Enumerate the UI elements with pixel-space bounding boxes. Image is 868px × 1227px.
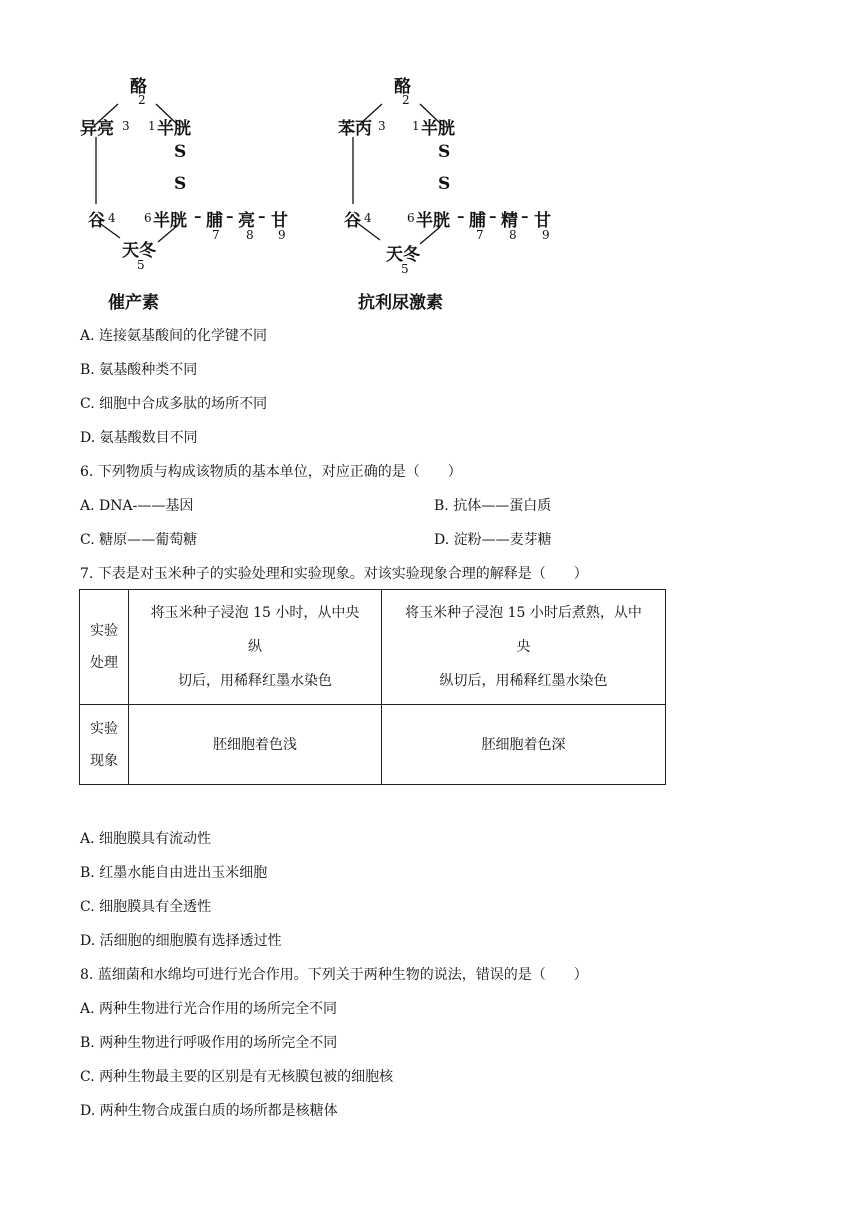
left-top-num: 2: [138, 93, 146, 107]
left-upper-right-num: 1: [148, 119, 156, 133]
left-bottom-num: 5: [137, 258, 145, 272]
bond-dash: –: [521, 207, 529, 225]
right-bottom-num: 5: [401, 262, 409, 276]
left-tail-num-9: 9: [278, 228, 286, 242]
table-cell-text: 切后，用稀释红墨水染色: [178, 673, 332, 689]
left-tail-residue-9: 甘: [271, 211, 288, 231]
right-tail-residue-9: 甘: [534, 211, 551, 231]
right-bottom-residue: 天冬: [386, 245, 420, 265]
left-lower-left-residue: 谷: [88, 211, 105, 231]
table-cell-boiled-result: 胚细胞着色深: [382, 705, 666, 785]
bond-dash: –: [457, 207, 465, 225]
table-cell-text: 将玉米种子浸泡 15 小时，从中央: [150, 605, 360, 621]
left-lower-left-num: 4: [108, 211, 116, 225]
q6-option-c: C. 糖原——葡萄糖: [80, 532, 198, 548]
q7-option-d: D. 活细胞的细胞膜有选择透过性: [80, 933, 282, 949]
q8-stem: 8. 蓝细菌和水绵均可进行光合作用。下列关于两种生物的说法，错误的是（ ）: [80, 967, 588, 983]
right-lower-right-num: 6: [407, 211, 415, 225]
q7-stem: 7. 下表是对玉米种子的实验处理和实验现象。对该实验现象合理的解释是（ ）: [80, 566, 588, 582]
right-lower-left-num: 4: [364, 211, 372, 225]
left-upper-left-residue: 异亮: [80, 119, 114, 139]
right-lower-right-residue: 半胱: [416, 211, 450, 231]
left-peptide-name: 催产素: [108, 293, 159, 313]
q5-option-d: D. 氨基酸数目不同: [80, 430, 198, 446]
right-disulfide-s1: S: [438, 142, 451, 162]
q6-stem: 6. 下列物质与构成该物质的基本单位，对应正确的是（ ）: [80, 464, 462, 480]
right-tail-residue-7: 脯: [469, 211, 486, 231]
left-tail-num-7: 7: [212, 228, 220, 242]
table-cell-text: 实验: [90, 720, 118, 737]
left-tail-residue-7: 脯: [206, 211, 223, 231]
q7-option-b: B. 红墨水能自由进出玉米细胞: [80, 865, 268, 881]
table-cell-text: 实验: [90, 623, 118, 639]
q5-option-b: B. 氨基酸种类不同: [80, 362, 198, 378]
left-upper-right-residue: 半胱: [157, 119, 191, 139]
right-top-residue: 酪: [394, 77, 411, 97]
right-tail-num-7: 7: [476, 228, 484, 242]
table-cell-text: 现象: [90, 752, 118, 769]
right-tail-residue-8: 精: [501, 211, 518, 231]
peptide-structure-figure: [60, 62, 600, 322]
left-lower-right-residue: 半胱: [153, 211, 187, 231]
q6-option-a: A. DNA-——基因: [80, 498, 194, 514]
left-lower-right-num: 6: [144, 211, 152, 225]
right-lower-left-residue: 谷: [344, 211, 361, 231]
left-tail-num-8: 8: [246, 228, 254, 242]
right-tail-num-9: 9: [542, 228, 550, 242]
left-disulfide-s2: S: [174, 174, 187, 194]
right-tail-num-8: 8: [509, 228, 517, 242]
bond-dash: –: [226, 207, 234, 225]
q8-option-b: B. 两种生物进行呼吸作用的场所完全不同: [80, 1035, 338, 1051]
table-cell-text: 纵切后，用稀释红墨水染色: [439, 673, 608, 689]
right-upper-right-residue: 半胱: [421, 119, 455, 139]
q8-option-c: C. 两种生物最主要的区别是有无核膜包被的细胞核: [80, 1069, 394, 1085]
table-head-treatment: [80, 590, 129, 705]
bond-dash: –: [258, 207, 266, 225]
table-cell-text: 处理: [90, 655, 118, 671]
left-upper-left-num: 3: [122, 119, 130, 133]
right-upper-left-residue: 苯丙: [338, 119, 372, 139]
left-disulfide-s1: S: [174, 142, 187, 162]
right-top-num: 2: [402, 93, 410, 107]
table-cell-text: 将玉米种子浸泡 15 小时后煮熟，从中: [405, 605, 642, 621]
q7-option-a: A. 细胞膜具有流动性: [80, 831, 212, 847]
table-cell-text: 央: [516, 639, 531, 655]
left-tail-residue-8: 亮: [238, 211, 255, 231]
left-top-residue: 酪: [130, 77, 147, 97]
q5-option-c: C. 细胞中合成多肽的场所不同: [80, 396, 268, 412]
q6-option-b: B. 抗体——蛋白质: [434, 498, 552, 514]
table-cell-boiled-treatment: [382, 590, 666, 705]
q8-option-a: A. 两种生物进行光合作用的场所完全不同: [80, 1001, 338, 1017]
right-upper-right-num: 1: [412, 119, 420, 133]
table-head-phenomenon: [80, 705, 129, 785]
right-upper-left-num: 3: [378, 119, 386, 133]
right-peptide-name: 抗利尿激素: [358, 293, 443, 313]
q5-option-a: A. 连接氨基酸间的化学键不同: [80, 328, 268, 344]
table-cell-live-treatment: [129, 590, 382, 705]
q6-option-d: D. 淀粉——麦芽糖: [434, 532, 552, 548]
left-bottom-residue: 天冬: [122, 241, 156, 261]
right-disulfide-s2: S: [438, 174, 451, 194]
bond-dash: –: [489, 207, 497, 225]
bond-dash: –: [194, 207, 202, 225]
q7-option-c: C. 细胞膜具有全透性: [80, 899, 212, 915]
table-cell-text: 纵: [248, 639, 262, 655]
q8-option-d: D. 两种生物合成蛋白质的场所都是核糖体: [80, 1103, 338, 1119]
experiment-table: [79, 589, 666, 785]
table-cell-live-result: 胚细胞着色浅: [129, 705, 382, 785]
table-row: [80, 705, 666, 785]
table-row: [80, 590, 666, 705]
